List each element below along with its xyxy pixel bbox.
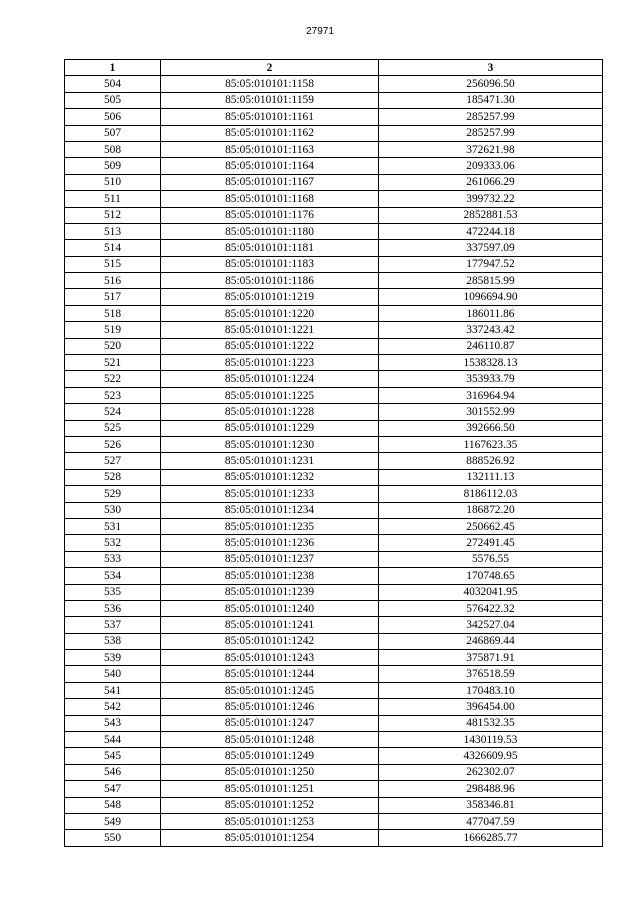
cadastral-number-cell: 85:05:010101:1232: [161, 469, 379, 485]
row-number-cell: 505: [65, 92, 161, 108]
table-row: [65, 748, 603, 764]
table-row: [65, 76, 603, 92]
table-row: [65, 764, 603, 780]
value-cell: 1167623.35: [379, 436, 603, 452]
value-cell: 376518.59: [379, 666, 603, 682]
row-number-cell: 529: [65, 486, 161, 502]
table-row: [65, 338, 603, 354]
value-cell: 342527.04: [379, 617, 603, 633]
row-number-cell: 515: [65, 256, 161, 272]
row-number-cell: 544: [65, 732, 161, 748]
value-cell: 399732.22: [379, 191, 603, 207]
value-cell: 185471.30: [379, 92, 603, 108]
table-row: [65, 174, 603, 190]
value-cell: 2852881.53: [379, 207, 603, 223]
cadastral-number-cell: 85:05:010101:1164: [161, 158, 379, 174]
value-cell: 8186112.03: [379, 486, 603, 502]
table-row: [65, 191, 603, 207]
row-number-cell: 534: [65, 568, 161, 584]
row-number-cell: 526: [65, 436, 161, 452]
row-number-cell: 510: [65, 174, 161, 190]
table-row: [65, 158, 603, 174]
table-row: [65, 650, 603, 666]
cadastral-number-cell: 85:05:010101:1251: [161, 781, 379, 797]
table-row: [65, 273, 603, 289]
table-row: [65, 797, 603, 813]
table-row: [65, 256, 603, 272]
page-number: 27971: [306, 26, 334, 37]
cadastral-number-cell: 85:05:010101:1163: [161, 141, 379, 157]
cadastral-number-cell: 85:05:010101:1245: [161, 682, 379, 698]
cadastral-number-cell: 85:05:010101:1243: [161, 650, 379, 666]
cadastral-number-cell: 85:05:010101:1224: [161, 371, 379, 387]
cadastral-number-cell: 85:05:010101:1167: [161, 174, 379, 190]
row-number-cell: 539: [65, 650, 161, 666]
table-row: [65, 305, 603, 321]
cadastral-number-cell: 85:05:010101:1246: [161, 699, 379, 715]
value-cell: 375871.91: [379, 650, 603, 666]
table-row: [65, 715, 603, 731]
value-cell: 576422.32: [379, 600, 603, 616]
value-cell: 250662.45: [379, 518, 603, 534]
value-cell: 1538328.13: [379, 355, 603, 371]
cadastral-number-cell: 85:05:010101:1180: [161, 223, 379, 239]
value-cell: 246110.87: [379, 338, 603, 354]
data-table: [64, 59, 603, 847]
row-number-cell: 527: [65, 453, 161, 469]
row-number-cell: 549: [65, 813, 161, 829]
row-number-cell: 508: [65, 141, 161, 157]
cadastral-number-cell: 85:05:010101:1225: [161, 387, 379, 403]
table-row: [65, 781, 603, 797]
value-cell: 472244.18: [379, 223, 603, 239]
row-number-cell: 538: [65, 633, 161, 649]
cadastral-number-cell: 85:05:010101:1233: [161, 486, 379, 502]
table-row: [65, 125, 603, 141]
value-cell: 256096.50: [379, 76, 603, 92]
table-row: [65, 813, 603, 829]
value-cell: 1096694.90: [379, 289, 603, 305]
value-cell: 358346.81: [379, 797, 603, 813]
row-number-cell: 509: [65, 158, 161, 174]
value-cell: 4032041.95: [379, 584, 603, 600]
row-number-cell: 540: [65, 666, 161, 682]
cadastral-number-cell: 85:05:010101:1242: [161, 633, 379, 649]
table-row: [65, 404, 603, 420]
cadastral-number-cell: 85:05:010101:1252: [161, 797, 379, 813]
value-cell: 337243.42: [379, 322, 603, 338]
cadastral-number-cell: 85:05:010101:1234: [161, 502, 379, 518]
value-cell: 285815.99: [379, 273, 603, 289]
value-cell: 1666285.77: [379, 830, 603, 846]
cadastral-number-cell: 85:05:010101:1253: [161, 813, 379, 829]
value-cell: 1430119.53: [379, 732, 603, 748]
value-cell: 262302.07: [379, 764, 603, 780]
cadastral-number-cell: 85:05:010101:1183: [161, 256, 379, 272]
row-number-cell: 542: [65, 699, 161, 715]
table-row: [65, 109, 603, 125]
value-cell: 285257.99: [379, 125, 603, 141]
value-cell: 5576.55: [379, 551, 603, 567]
row-number-cell: 547: [65, 781, 161, 797]
cadastral-number-cell: 85:05:010101:1158: [161, 76, 379, 92]
value-cell: 186872.20: [379, 502, 603, 518]
table-row: [65, 223, 603, 239]
table-row: [65, 289, 603, 305]
table-row: [65, 600, 603, 616]
cadastral-number-cell: 85:05:010101:1249: [161, 748, 379, 764]
value-cell: 4326609.95: [379, 748, 603, 764]
row-number-cell: 518: [65, 305, 161, 321]
row-number-cell: 525: [65, 420, 161, 436]
table-row: [65, 535, 603, 551]
cadastral-number-cell: 85:05:010101:1250: [161, 764, 379, 780]
value-cell: 246869.44: [379, 633, 603, 649]
column-header-1: 1: [65, 60, 161, 76]
row-number-cell: 516: [65, 273, 161, 289]
cadastral-number-cell: 85:05:010101:1240: [161, 600, 379, 616]
row-number-cell: 520: [65, 338, 161, 354]
table-row: [65, 420, 603, 436]
cadastral-number-cell: 85:05:010101:1223: [161, 355, 379, 371]
table-row: [65, 92, 603, 108]
row-number-cell: 524: [65, 404, 161, 420]
row-number-cell: 512: [65, 207, 161, 223]
cadastral-number-cell: 85:05:010101:1241: [161, 617, 379, 633]
row-number-cell: 511: [65, 191, 161, 207]
cadastral-number-cell: 85:05:010101:1159: [161, 92, 379, 108]
column-header-3: 3: [379, 60, 603, 76]
value-cell: 481532.35: [379, 715, 603, 731]
cadastral-number-cell: 85:05:010101:1230: [161, 436, 379, 452]
row-number-cell: 546: [65, 764, 161, 780]
row-number-cell: 541: [65, 682, 161, 698]
value-cell: 337597.09: [379, 240, 603, 256]
cadastral-number-cell: 85:05:010101:1186: [161, 273, 379, 289]
value-cell: 132111.13: [379, 469, 603, 485]
value-cell: 298488.96: [379, 781, 603, 797]
table-row: [65, 469, 603, 485]
row-number-cell: 521: [65, 355, 161, 371]
value-cell: 285257.99: [379, 109, 603, 125]
table-row: [65, 732, 603, 748]
value-cell: 392666.50: [379, 420, 603, 436]
table-row: [65, 371, 603, 387]
table-row: [65, 666, 603, 682]
value-cell: 261066.29: [379, 174, 603, 190]
row-number-cell: 537: [65, 617, 161, 633]
table-row: [65, 633, 603, 649]
value-cell: 272491.45: [379, 535, 603, 551]
row-number-cell: 550: [65, 830, 161, 846]
value-cell: 353933.79: [379, 371, 603, 387]
cadastral-number-cell: 85:05:010101:1228: [161, 404, 379, 420]
cadastral-number-cell: 85:05:010101:1236: [161, 535, 379, 551]
column-header-2: 2: [161, 60, 379, 76]
table-row: [65, 141, 603, 157]
cadastral-number-cell: 85:05:010101:1229: [161, 420, 379, 436]
table-row: [65, 830, 603, 846]
value-cell: 316964.94: [379, 387, 603, 403]
cadastral-number-cell: 85:05:010101:1237: [161, 551, 379, 567]
table-row: [65, 436, 603, 452]
cadastral-number-cell: 85:05:010101:1248: [161, 732, 379, 748]
cadastral-number-cell: 85:05:010101:1221: [161, 322, 379, 338]
row-number-cell: 533: [65, 551, 161, 567]
table-row: [65, 240, 603, 256]
cadastral-number-cell: 85:05:010101:1222: [161, 338, 379, 354]
row-number-cell: 514: [65, 240, 161, 256]
table-row: [65, 486, 603, 502]
row-number-cell: 532: [65, 535, 161, 551]
row-number-cell: 519: [65, 322, 161, 338]
value-cell: 888526.92: [379, 453, 603, 469]
value-cell: 186011.86: [379, 305, 603, 321]
table-row: [65, 502, 603, 518]
table-row: [65, 322, 603, 338]
table-row: [65, 568, 603, 584]
cadastral-number-cell: 85:05:010101:1176: [161, 207, 379, 223]
row-number-cell: 504: [65, 76, 161, 92]
table-row: [65, 617, 603, 633]
cadastral-number-cell: 85:05:010101:1239: [161, 584, 379, 600]
row-number-cell: 530: [65, 502, 161, 518]
row-number-cell: 506: [65, 109, 161, 125]
row-number-cell: 528: [65, 469, 161, 485]
value-cell: 177947.52: [379, 256, 603, 272]
table-row: [65, 453, 603, 469]
cadastral-number-cell: 85:05:010101:1162: [161, 125, 379, 141]
value-cell: 209333.06: [379, 158, 603, 174]
table-row: [65, 699, 603, 715]
table-row: [65, 387, 603, 403]
table-row: [65, 551, 603, 567]
cadastral-number-cell: 85:05:010101:1254: [161, 830, 379, 846]
value-cell: 170483.10: [379, 682, 603, 698]
row-number-cell: 536: [65, 600, 161, 616]
value-cell: 372621.98: [379, 141, 603, 157]
cadastral-number-cell: 85:05:010101:1181: [161, 240, 379, 256]
row-number-cell: 507: [65, 125, 161, 141]
row-number-cell: 545: [65, 748, 161, 764]
table-body: [65, 76, 603, 846]
cadastral-number-cell: 85:05:010101:1220: [161, 305, 379, 321]
cadastral-number-cell: 85:05:010101:1238: [161, 568, 379, 584]
table-row: [65, 207, 603, 223]
value-cell: 301552.99: [379, 404, 603, 420]
row-number-cell: 523: [65, 387, 161, 403]
value-cell: 477047.59: [379, 813, 603, 829]
row-number-cell: 517: [65, 289, 161, 305]
table-row: [65, 355, 603, 371]
cadastral-number-cell: 85:05:010101:1161: [161, 109, 379, 125]
row-number-cell: 531: [65, 518, 161, 534]
row-number-cell: 543: [65, 715, 161, 731]
row-number-cell: 513: [65, 223, 161, 239]
cadastral-number-cell: 85:05:010101:1231: [161, 453, 379, 469]
row-number-cell: 535: [65, 584, 161, 600]
table-row: [65, 518, 603, 534]
table-header-row: [65, 60, 603, 76]
cadastral-number-cell: 85:05:010101:1247: [161, 715, 379, 731]
cadastral-number-cell: 85:05:010101:1168: [161, 191, 379, 207]
row-number-cell: 522: [65, 371, 161, 387]
cadastral-number-cell: 85:05:010101:1235: [161, 518, 379, 534]
table-row: [65, 682, 603, 698]
value-cell: 170748.65: [379, 568, 603, 584]
row-number-cell: 548: [65, 797, 161, 813]
cadastral-number-cell: 85:05:010101:1244: [161, 666, 379, 682]
cadastral-number-cell: 85:05:010101:1219: [161, 289, 379, 305]
table-row: [65, 584, 603, 600]
value-cell: 396454.00: [379, 699, 603, 715]
